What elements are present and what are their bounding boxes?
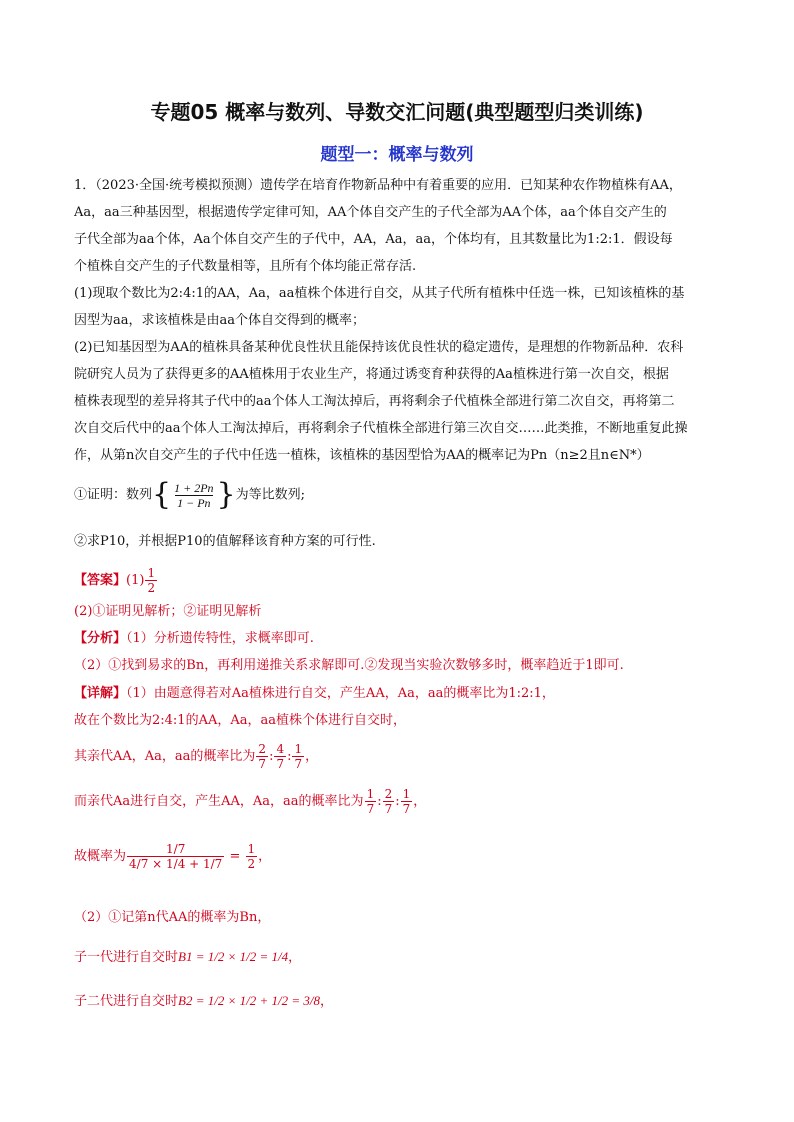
part1-line-2: 因型为aa，求该植株是由aa个体自交得到的概率； [74, 313, 366, 328]
ratio-fraction [292, 742, 304, 771]
intro-line-1: 遗传学在培育作物新品种中有着重要的应用．已知某种农作物植株有AA， [260, 178, 682, 193]
answer-text: (1) [126, 573, 145, 588]
sub1-prefix: ①证明：数列 [74, 487, 153, 503]
sub-question-2: ②求P10，并根据P10的值解释该育种方案的可行性. [74, 534, 376, 549]
analysis-tag: 【分析】 [74, 631, 127, 646]
ratio-fraction [401, 787, 413, 816]
answer-tag: 【答案】 [74, 573, 127, 588]
answer-line [74, 566, 158, 595]
ratio-fraction [274, 742, 286, 771]
answer-num: 1 [147, 566, 156, 580]
part1-line-1: (1)现取个数比为2:4:1的AA，Aa，aa植株个体进行自交，从其子代所有植株中任选一株，已知该植株的基 [74, 286, 685, 301]
frac-den: 7 [258, 757, 267, 771]
page-title: 专题05 概率与数列、导数交汇问题(典型题型归类训练) [150, 100, 644, 124]
frac-den: 7 [294, 757, 303, 771]
sequence-fraction [172, 481, 215, 510]
detail-line-3: 其亲代AA，Aa，aa的概率比为 $\frac{2}{7}$ : $\frac{4}{7}$ : $\frac{1}{7}$ ， [74, 742, 319, 771]
frac-den: 7 [276, 757, 285, 771]
answer-line-2: (2)①证明见解析；②证明见解析 [74, 604, 262, 619]
analysis-line-1 [74, 627, 314, 646]
answer-den: 2 [147, 581, 156, 595]
frac-den: 7 [402, 802, 411, 816]
detail-line-6: （2）①记第n代AA的概率为Bn， [74, 910, 271, 925]
result-fraction [246, 842, 258, 871]
problem-intro [74, 172, 724, 280]
problem-part-2 [74, 334, 724, 469]
intro-line-3: 子代全部为aa个体，Aa个体自交产生的子代中，AA，Aa，aa，个体均有，且其数量比为1:2:1．假设每 [74, 232, 673, 247]
detail-text-1: （1）由题意得若对Aa植株进行自交，产生AA，Aa，aa的概率比为1:2:1， [126, 686, 555, 701]
detail-line-7: 子一代进行自交时B1 = 1/2 × 1/2 = 1/4， [74, 949, 302, 965]
part2-line-1: (2)已知基因型为AA的植株具备某种优良性状且能保持该优良性状的稳定遗传，是理想的作物新品种．农科 [74, 340, 684, 355]
detail-3-prefix: 其亲代AA，Aa，aa的概率比为 [74, 749, 256, 764]
answer-fraction [145, 566, 157, 595]
detail-line-4: 而亲代Aa进行自交，产生AA，Aa，aa的概率比为 $\frac{1}{7}$ : $\frac{2}{7}$ : $\frac{1}{7}$ ， [74, 787, 427, 816]
problem-number: 1． [74, 178, 96, 193]
frac-den: 7 [384, 802, 393, 816]
ratio-fraction [256, 742, 268, 771]
left-brace: { [152, 477, 172, 512]
part2-line-5: 作，从第n次自交产生的子代中任选一植株，该植株的基因型恰为AA的概率记为Pn（n≥2且n∈N*） [74, 448, 650, 463]
part2-line-4: 次自交后代中的aa个体人工淘汰掉后，再将剩余子代植株全部进行第三次自交……此类推，不断地重复此操 [74, 421, 688, 436]
frac-num: 2 [384, 787, 393, 801]
analysis-text-1: （1）分析遗传特性，求概率即可. [126, 631, 314, 646]
intro-line-4: 个植株自交产生的子代数量相等，且所有个体均能正常存活. [74, 259, 417, 274]
part2-line-3: 植株表现型的差异将其子代中的aa个体人工淘汰掉后，再将剩余子代植株全部进行第二次自交，再将第二 [74, 394, 675, 409]
frac-num: 2 [258, 742, 267, 756]
sub1-suffix: 为等比数列; [235, 487, 306, 503]
detail-line-8: 子二代进行自交时B2 = 1/2 × 1/2 + 1/2 = 3/8， [74, 993, 334, 1009]
ratio-fraction [365, 787, 377, 816]
frac-num: 1 [247, 842, 256, 856]
detail-line-5: 故概率为 $\frac{1/7}{4/7 \times 1/4 + 1/7}$ = $\frac{1}{2}$ ， [74, 842, 272, 871]
detail-line-1 [74, 682, 555, 701]
intro-line-2: Aa，aa三种基因型，根据遗传学定律可知，AA个体自交产生的子代全部为AA个体，aa个体自交产生的 [74, 205, 667, 220]
detail-line-2: 故在个数比为2:4:1的AA，Aa，aa植株个体进行自交时， [74, 713, 406, 728]
frac-den: 2 [247, 857, 256, 871]
detail-5-prefix: 故概率为 [74, 849, 127, 864]
ratio-fraction [383, 787, 395, 816]
section-heading: 题型一：概率与数列 [320, 145, 474, 165]
detail-7-prefix: 子一代进行自交时 [74, 950, 179, 965]
frac-num: 1 [402, 787, 411, 801]
frac-num: 1 [294, 742, 303, 756]
b1-expression: B1 = 1/2 × 1/2 = 1/4 [178, 949, 289, 964]
sub-question-1 [74, 477, 306, 512]
problem-source: （2023·全国·统考模拟预测） [95, 178, 261, 193]
right-brace: } [216, 477, 236, 512]
problem-part-1 [74, 280, 724, 334]
fraction-denominator: 1 − Pn [177, 495, 211, 510]
b2-expression: B2 = 1/2 × 1/2 + 1/2 = 3/8 [178, 993, 320, 1008]
detail-4-prefix: 而亲代Aa进行自交，产生AA，Aa，aa的概率比为 [74, 794, 364, 809]
analysis-line-2: （2）①找到易求的Bn，再利用递推关系求解即可.②发现当实验次数够多时，概率趋近于1即可. [74, 658, 624, 673]
frac-num: 1/7 [166, 842, 186, 856]
detail-8-prefix: 子二代进行自交时 [74, 994, 179, 1009]
part2-line-2: 院研究人员为了获得更多的AA植株用于农业生产，将通过诱变育种获得的Aa植株进行第一次自交，根据 [74, 367, 669, 382]
frac-den: 7 [366, 802, 375, 816]
fraction-numerator: 1 + 2Pn [174, 480, 214, 495]
detail-tag: 【详解】 [74, 686, 127, 701]
frac-num: 4 [276, 742, 285, 756]
frac-num: 1 [366, 787, 375, 801]
frac-den: 4/7 × 1/4 + 1/7 [129, 857, 223, 871]
probability-fraction [127, 842, 224, 871]
